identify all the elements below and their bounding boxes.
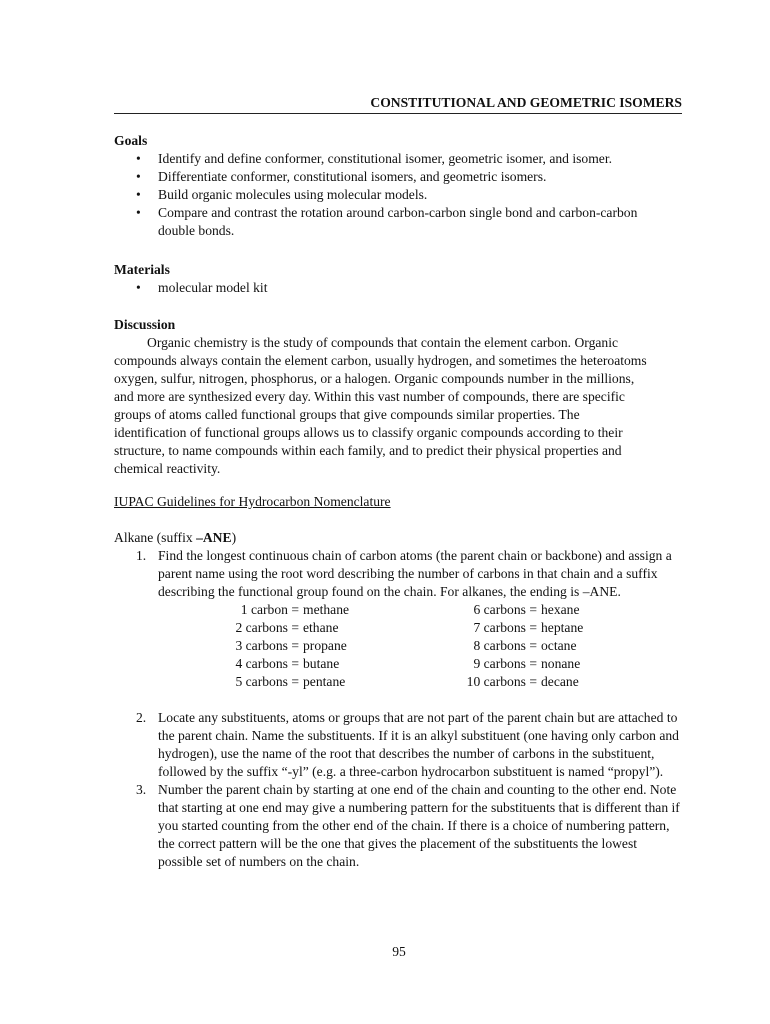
iupac-heading: IUPAC Guidelines for Hydrocarbon Nomenclature xyxy=(114,494,391,509)
bullet-icon: • xyxy=(136,169,141,184)
list-item: • molecular model kit xyxy=(136,280,268,295)
goals-section xyxy=(114,132,684,240)
iupac-section xyxy=(114,493,684,871)
title-rule xyxy=(114,94,682,114)
list-item: 1. Find the longest continuous chain of carbon atoms (the parent chain or backbone) and assign a parent name using the root word describing the number of carbons in that chain and a suffix describing the functional group found on the chain. For alkanes, the ending is –ANE. 1 carbon = methane 6 carbons = hexane 2 carbons = ethane 7 carbons = heptane 3 carbons = propane 8 carbons = octane 4 carbons = butane 9 carbons = nonane 5 carbons = pentane 10 carbons = decane xyxy=(136,548,672,689)
bullet-icon: • xyxy=(136,280,141,295)
discussion-heading: Discussion xyxy=(114,317,176,332)
materials-heading: Materials xyxy=(114,262,170,277)
list-item: • Identify and define conformer, constitutional isomer, geometric isomer, and isomer. xyxy=(136,151,613,166)
carbon-name-table xyxy=(204,601,621,691)
table-row: 2 carbons = ethane 7 carbons = heptane xyxy=(235,620,584,635)
iupac-steps xyxy=(114,547,684,871)
table-row: 4 carbons = butane 9 carbons = nonane xyxy=(235,656,581,671)
page-number: 95 xyxy=(392,944,406,959)
list-item: 2. Locate any substituents, atoms or groups that are not part of the parent chain but are attached to the parent chain. Name the substituents. If it is an alkyl substituent (one having only carbon and hydrogen), use the name of the root that describes the number of carbons in the substituent, followed by the suffix “-yl” (e.g. a three-carbon hydrocarbon substituent is named “propyl”). xyxy=(136,710,679,779)
materials-section xyxy=(114,261,684,297)
bullet-icon: • xyxy=(136,151,141,166)
discussion-paragraph: Organic chemistry is the study of compounds that contain the element carbon. Organic compounds always contain the element carbon, usually hydrogen, and sometimes the heteroatoms oxygen, sulfur, nitrogen, phosphorus, or a halogen. Organic compounds number in the millions, and more are synthesized every day. Within this vast number of compounds, there are specific groups of atoms called functional groups that give compounds similar properties. The identification of functional groups allows us to classify organic compounds according to their structure, to name compounds within each family, and to predict their physical properties and chemical reactivity. xyxy=(114,335,647,476)
list-item: 3. Number the parent chain by starting at one end of the chain and counting to the other end. Note that starting at one end may give a numbering pattern for the substituents that is different than if you started counting from the other end of the chain. If there is a choice of numbering pattern, the correct pattern will be the one that gives the placement of the substituents the lowest possible set of numbers on the chain. xyxy=(136,782,680,869)
table-row: 3 carbons = propane 8 carbons = octane xyxy=(235,638,577,653)
list-item: • Differentiate conformer, constitutional isomers, and geometric isomers. xyxy=(136,169,547,184)
list-item: • Build organic molecules using molecular models. xyxy=(136,187,428,202)
page-title: CONSTITUTIONAL AND GEOMETRIC ISOMERS xyxy=(370,95,682,110)
list-item: • Compare and contrast the rotation around carbon-carbon single bond and carbon-carbon double bonds. xyxy=(136,205,638,238)
goals-heading: Goals xyxy=(114,133,148,148)
table-row: 5 carbons = pentane 10 carbons = decane xyxy=(235,674,579,689)
bullet-icon: • xyxy=(136,205,141,220)
discussion-section xyxy=(114,316,684,478)
goals-list xyxy=(114,150,684,240)
materials-list xyxy=(114,279,684,297)
bullet-icon: • xyxy=(136,187,141,202)
table-row: 1 carbon = methane 6 carbons = hexane xyxy=(240,602,580,617)
alkane-heading: Alkane (suffix –ANE) xyxy=(114,530,237,545)
